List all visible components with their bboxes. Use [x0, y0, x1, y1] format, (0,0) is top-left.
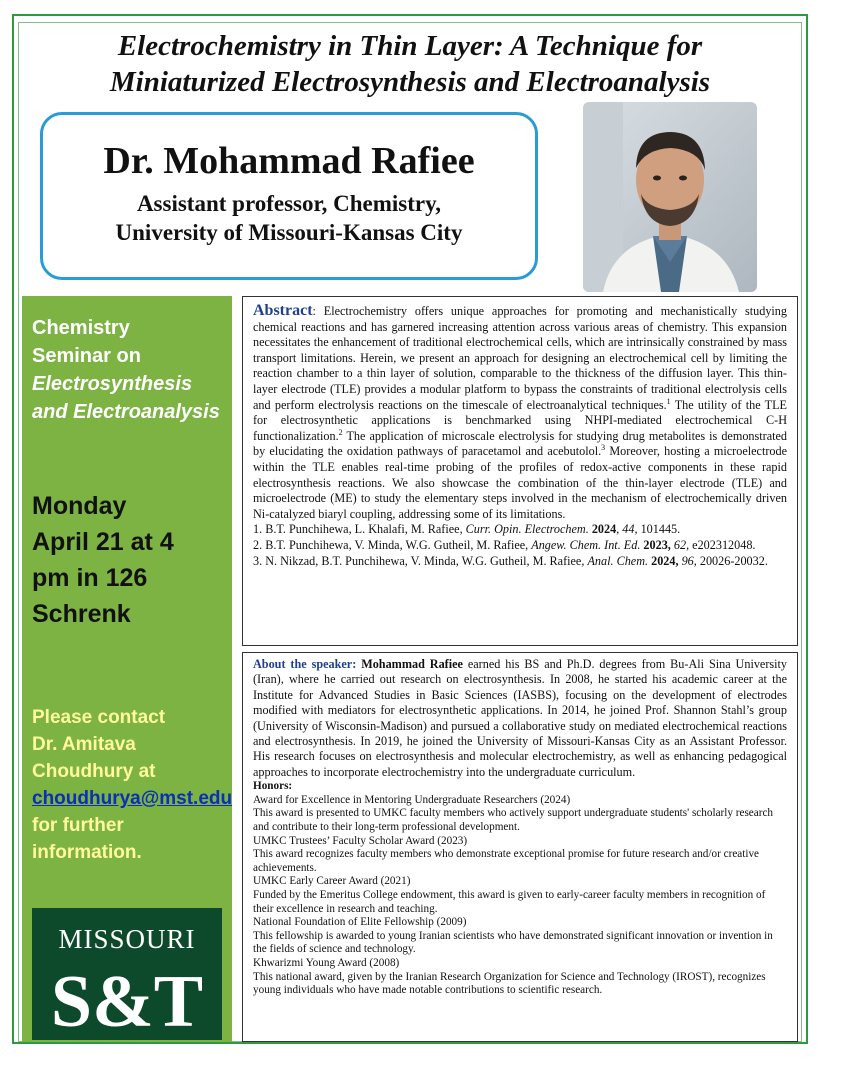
page-title — [30, 28, 790, 100]
honor-item: Khwarizmi Young Award (2008) — [253, 956, 400, 969]
seminar-name — [32, 314, 220, 426]
abstract-sup-2: 2 — [338, 427, 343, 437]
speaker-name: Dr. Mohammad Rafiee — [103, 140, 475, 182]
ref3-authors: 3. N. Nikzad, B.T. Punchihewa, V. Minda, W.G. Gutheil, M. Rafiee, — [253, 553, 588, 568]
seminar-line-1: Chemistry — [32, 317, 130, 339]
honor-item: This fellowship is awarded to young Iranian scientists who have demonstrated significant innovation or invention in the fields of science and technology. — [253, 929, 773, 956]
event-room: pm in 126 — [32, 564, 148, 592]
honor-item: Award for Excellence in Mentoring Undergraduate Researchers (2024) — [253, 793, 571, 806]
event-datetime — [32, 488, 174, 632]
abstract-sup-3: 3 — [601, 443, 606, 453]
ref1-pages: 101445. — [637, 522, 681, 537]
ref2-journal: Angew. Chem. Int. Ed. — [531, 537, 641, 552]
logo-bottom-text: S&T — [50, 961, 204, 1040]
missouri-st-logo — [32, 908, 222, 1040]
seminar-line-2: Seminar on — [32, 345, 141, 367]
contact-line-4: for further — [32, 815, 124, 836]
honor-item: This award is presented to UMKC faculty members who actively support undergraduate students' scholarly research and contribute to their long-term professional development. — [253, 807, 774, 834]
ref3-pages: 20026-20032. — [696, 553, 768, 568]
contact-line-5: information. — [32, 842, 142, 863]
ref1-journal: Curr. Opin. Electrochem. — [465, 522, 589, 537]
abstract-text-3: The application of microscale electrolysis for studying drug metabolites is demonstrated by elucidating the oxidation pathways of paracetamol and acebutolol. — [253, 428, 787, 459]
ref2-authors: 2. B.T. Punchihewa, V. Minda, W.G. Gutheil, M. Rafiee, — [253, 537, 532, 552]
contact-info — [32, 704, 232, 866]
about-speaker-section — [242, 652, 798, 1042]
abstract-section — [242, 296, 798, 646]
reference-1 — [253, 522, 787, 538]
speaker-photo — [583, 102, 757, 292]
seminar-line-4: and Electroanalysis — [32, 401, 220, 423]
title-line-1: Electrochemistry in Thin Layer: A Technique for — [117, 30, 703, 62]
contact-email-link[interactable]: choudhurya@mst.edu — [32, 788, 233, 809]
ref3-journal: Anal. Chem. — [587, 553, 649, 568]
sidebar — [22, 296, 232, 1042]
abstract-sup-1: 1 — [666, 396, 671, 406]
title-line-2: Miniaturized Electrosynthesis and Electroanalysis — [109, 66, 711, 98]
honor-item: Funded by the Emeritus College endowment, this award is given to early-career faculty members in recognition of their excellence in research and teaching. — [253, 889, 766, 915]
honor-item: This national award, given by the Iranian Research Organization for Science and Technology (IROST), recognizes young individuals who have made notable contributions to scientific research. — [253, 970, 766, 997]
honor-item: National Foundation of Elite Fellowship (2009) — [253, 916, 467, 929]
honor-item: This award recognizes faculty members who demonstrate exceptional promise for future research and/or creative achievements. — [253, 848, 760, 874]
ref1-authors: 1. B.T. Punchihewa, L. Khalafi, M. Rafiee, — [253, 522, 466, 537]
honors-list — [253, 780, 787, 998]
about-heading: About the speaker: — [253, 657, 357, 671]
reference-2 — [253, 538, 787, 554]
contact-line-3: Choudhury at — [32, 761, 156, 782]
ref3-volume: 96, — [678, 553, 697, 568]
speaker-portrait-icon — [583, 102, 757, 292]
ref2-year: 2023, — [640, 537, 671, 552]
seminar-line-3: Electrosynthesis — [32, 373, 193, 395]
contact-line-2: Dr. Amitava — [32, 734, 136, 755]
speaker-box — [40, 112, 538, 280]
ref3-year: 2024, — [648, 553, 679, 568]
ref1-year: 2024 — [588, 522, 617, 537]
event-date: April 21 at 4 — [32, 528, 174, 556]
honor-item: UMKC Trustees’ Faculty Scholar Award (2023) — [253, 834, 468, 847]
abstract-text-4: Moreover, hosting a microelectrode within the TLE enables real-time probing of the profiles of redox-active components in these rapid electrosynthesis reactions. We also showcase the combination of the thin-layer electrode (TLE) and microelectrode (ME) to study the elementary steps involved in the mechanism of electrochemically driven Ni-catalyzed biaryl coupling, addressing some of its limitations. — [253, 444, 787, 521]
honors-heading: Honors: — [253, 780, 293, 793]
contact-line-1: Please contact — [32, 707, 166, 728]
ref2-volume: 62, — [670, 537, 690, 552]
event-day: Monday — [32, 492, 127, 520]
honor-item: UMKC Early Career Award (2021) — [253, 875, 411, 888]
about-speaker-name: Mohammad Rafiee — [361, 657, 463, 671]
speaker-institution: University of Missouri-Kansas City — [115, 220, 463, 245]
logo-mark-icon — [32, 908, 222, 1040]
logo-top-text: MISSOURI — [58, 924, 196, 954]
ref2-pages: e202312048. — [689, 537, 756, 552]
abstract-text-2: The utility of the TLE for electrosynthetic applications is benchmarked using NHPI-mediated electrochemical C-H functionalization. — [253, 397, 787, 443]
event-building: Schrenk — [32, 600, 131, 628]
reference-3 — [253, 554, 787, 570]
ref1-volume: , 44, — [616, 522, 638, 537]
speaker-position: Assistant professor, Chemistry, — [136, 191, 442, 216]
about-bio: earned his BS and Ph.D. degrees from Bu-Ali Sina University (Iran), where he carried out research on electrosynthesis. In 2008, he started his academic career at the Institute for Advanced Studies in Basic Sciences (IASBS), focusing on the development of electrodes modified with mediators for electrosynthetic applications. In 2014, he joined Prof. Shannon Stahl’s group (University of Wisconsin-Madison) and pursued a collaborative study on mediated electrochemical reactions and electrosynthesis. In 2019, he joined the University of Missouri-Kansas City as an Assistant Professor. His research focuses on electrosynthesis and molecular electrochemistry, as well as enhancing pedagogical approaches to incorporate electrochemistry into the undergraduate curriculum. — [253, 657, 787, 779]
abstract-text-1: : Electrochemistry offers unique approaches for promoting and mechanistically studying chemical reactions and has garnered increasing attention across various areas of chemistry. This expansion necessitates the enhancement of traditional electrochemical cells, which are intrinsically constrained by mass transport limitations. Herein, we present an approach for designing an electrochemical cell by limiting the reaction chamber to a thin layer of solution, comparable to the thickness of the diffusion layer. This thin-layer electrode (TLE) provides a modular platform to bypass the constraints of traditional electrolysis cells and perform electrolysis reactions on the timescale of electroanalytical techniques. — [253, 304, 787, 412]
abstract-heading: Abstract — [253, 302, 313, 319]
